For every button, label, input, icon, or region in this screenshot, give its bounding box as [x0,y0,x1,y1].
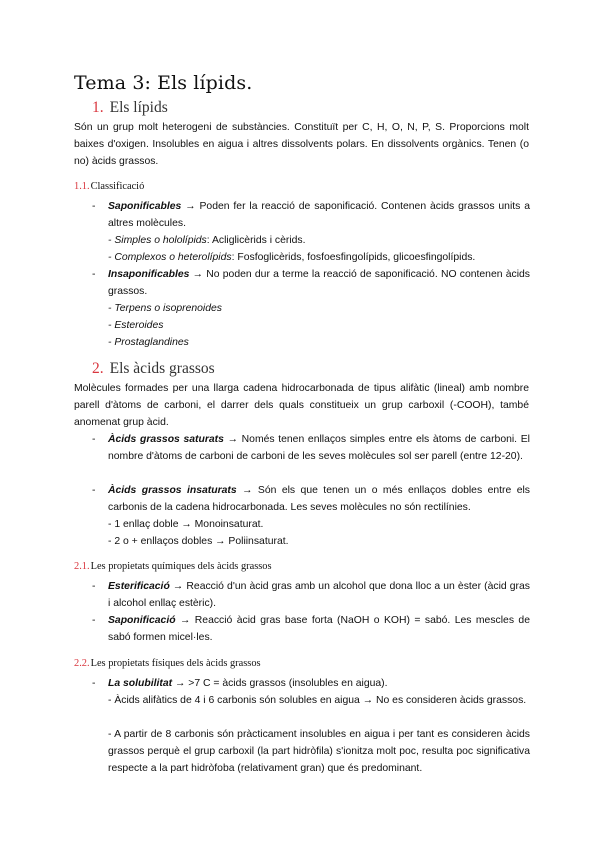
bullet-solubilitat [92,675,530,692]
bullet-saponificacio [92,612,530,646]
sub-item-poliinsaturat: - 2 o + enllaços dobles → Poliinsaturat. [108,536,289,547]
bullet-term: Àcids grassos saturats [108,434,224,445]
bullet-term: La solubilitat [108,678,173,689]
bullet-dash: - [92,581,96,592]
bullet-dash: - [92,615,96,626]
heading-number: 2.1. [74,561,90,572]
bullet-dash: - [92,434,96,445]
bullet-esterificacio [92,578,530,612]
bullet-dash: - [92,485,96,496]
page-title: Tema 3: Els lípids. [74,72,253,94]
bullet-term: Saponificables [108,201,182,212]
heading-text: Els àcids grassos [109,360,215,377]
bullet-insaturats [92,482,530,516]
paragraph-lipids-intro: Són un grup molt heterogeni de substàncies. Constituït per C, H, O, N, P, S. Proporcions molt baixes d'oxigen. Insolubles en aigua i altres dissolvents polars. En dissolvents orgànics. Tenen (o no) àcids grassos. [74,122,529,167]
bullet-term: Insaponificables [108,269,190,280]
bullet-text: → Són els que tenen un o més enllaços dobles entre els carbonis de la cadena hidrocarbonada. Les seves molècules no són rectilínies. [108,485,530,513]
bullet-insaponificables [92,266,530,300]
sub-item-prostaglandines: - Prostaglandines [108,337,189,348]
heading-text: Classificació [90,181,145,192]
heading-propietats-quimiques [74,558,272,575]
heading-number: 1.1. [74,181,90,192]
heading-acids-grassos [92,360,215,378]
sub-item-term: - Complexos o heterolípids [108,252,232,263]
heading-number: 2.2. [74,658,90,669]
heading-number: 2. [92,360,104,377]
sub-item-monoinsaturat: - 1 enllaç doble → Monoinsaturat. [108,519,264,530]
sub-item-simples [108,232,306,249]
bullet-term: Saponificació [108,615,176,626]
bullet-text: → No poden dur a terme la reacció de saponificació. NO contenen àcids grassos. [108,269,530,297]
heading-propietats-fisiques [74,655,261,672]
paragraph-acids-grassos: Molècules formades per una llarga cadena hidrocarbonada de tipus alifàtic (lineal) amb nombre parell d'àtoms de carboni, el darrer dels quals constitueix un grup carboxil (-COOH), també anomenat grup àcid. [74,383,529,428]
bullet-dash: - [92,201,96,212]
bullet-dash: - [92,678,96,689]
sub-item-terpens: - Terpens o isoprenoides [108,303,222,314]
bullet-text: → Poden fer la reacció de saponificació. Contenen àcids grassos units a altres molècules. [108,201,530,229]
heading-number: 1. [92,99,104,116]
sub-item-esteroides: - Esteroides [108,320,164,331]
bullet-term: Esterificació [108,581,170,592]
heading-els-lipids [92,99,168,117]
bullet-dash: - [92,269,96,280]
bullet-term: Àcids grassos insaturats [108,485,237,496]
bullet-text: → Reacció àcid gras base forta (NaOH o KOH) = sabó. Les mescles de sabó formen micel·les. [108,615,530,643]
sub-item-text: : Fosfoglicèrids, fosfoesfingolípids, glicoesfingolípids. [231,252,476,263]
bullet-saponificables [92,198,530,232]
bullet-text: → Reacció d'un àcid gras amb un alcohol que dona lloc a un èster (àcid gras i alcohol enllaç estèric). [108,581,530,609]
sub-item-term: - Simples o hololípids [108,235,207,246]
heading-text: Els lípids [109,99,168,116]
heading-text: Les propietats físiques dels àcids grassos [90,658,261,669]
heading-text: Les propietats químiques dels àcids grassos [90,561,272,572]
bullet-saturats [92,431,530,465]
bullet-text: → >7 C = àcids grassos (insolubles en aigua). [172,678,388,689]
heading-classificacio [74,178,144,195]
sub-item-a-partir-de-8: - A partir de 8 carbonis són pràcticament insolubles en aigua i per tant es consideren àcids grassos perquè el grup carboxil (la part hidròfila) s'ionitza molt poc, resulta poc significativa respecte a la part hidròfoba (relativament gran) que és predominant. [108,729,530,774]
bullet-text: → Només tenen enllaços simples entre els àtoms de carboni. El nombre d'àtoms de carboni de carboni de les seves molècules sol ser parell (entre 12-20). [108,434,530,462]
sub-item-text: : Acliglicèrids i cèrids. [206,235,306,246]
sub-item-acids-alifatics: - Àcids alifàtics de 4 i 6 carbonis són solubles en aigua → No es consideren àcids grassos. [108,695,527,706]
sub-item-complexos [108,249,475,266]
